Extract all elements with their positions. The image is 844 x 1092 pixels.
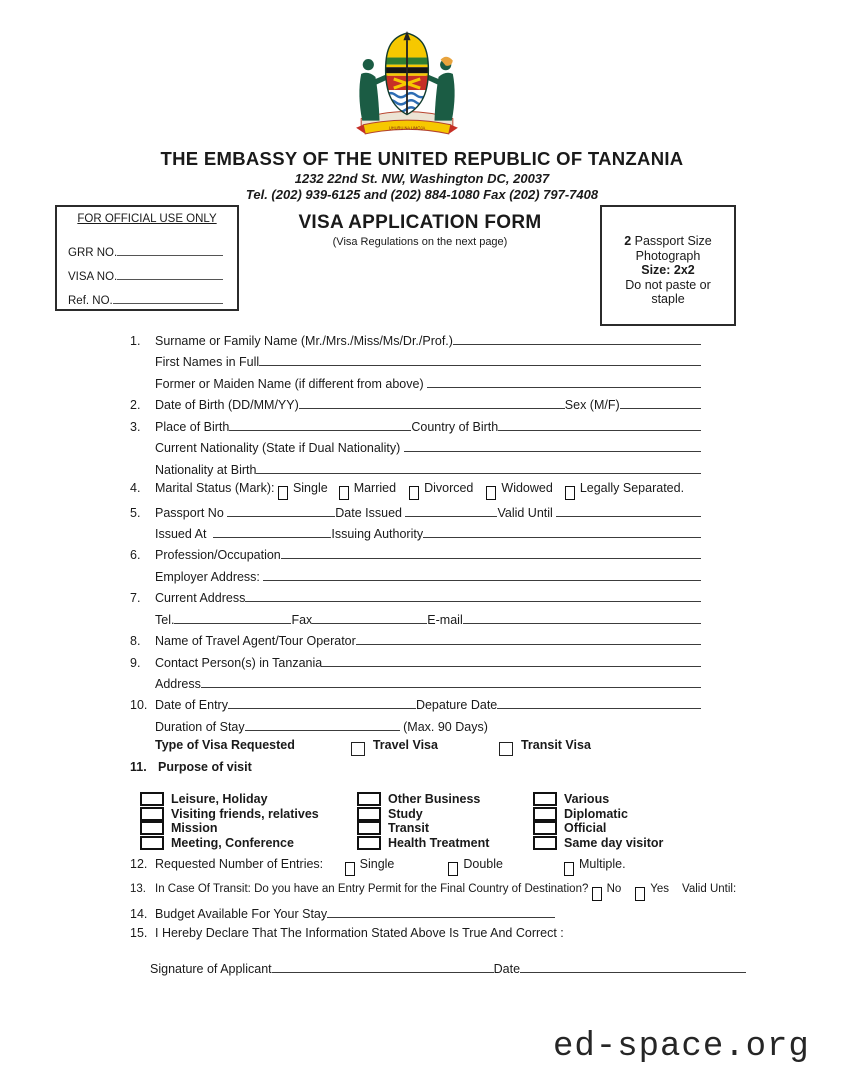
duration-label: Duration of Stay <box>155 719 245 734</box>
profession-label: Profession/Occupation <box>155 548 281 563</box>
first-names-input-line[interactable] <box>259 352 701 366</box>
checkbox-meeting-conference[interactable] <box>140 836 164 850</box>
field-first-names <box>130 352 746 373</box>
form-subtitle: (Visa Regulations on the next page) <box>332 236 508 248</box>
current-address-input-line[interactable] <box>245 588 701 602</box>
date-of-entry-label: Date of Entry <box>155 698 228 713</box>
dob-label: Date of Birth (DD/MM/YY) <box>155 398 299 413</box>
purpose-item <box>533 821 663 836</box>
item-number: 6. <box>130 548 141 563</box>
embassy-address: 1232 22nd St. NW, Washington DC, 20037 <box>294 171 550 186</box>
item-number: 1. <box>130 334 141 348</box>
purpose-item <box>140 807 319 822</box>
place-of-birth-label: Place of Birth <box>155 419 230 434</box>
tanzania-coat-of-arms-icon <box>351 31 463 137</box>
field-marital-status <box>130 481 746 502</box>
travel-agent-input-line[interactable] <box>356 631 701 645</box>
checkbox-same-day-visitor[interactable] <box>533 836 557 850</box>
purpose-label: Other Business <box>388 792 481 807</box>
purpose-item <box>357 821 489 836</box>
entries-multiple-label: Multiple. <box>579 857 626 872</box>
married-label: Married <box>353 481 397 496</box>
purpose-item <box>140 836 319 851</box>
first-names-label: First Names in Full <box>155 355 260 370</box>
passport-no-label: Passport No <box>155 505 228 520</box>
permit-yes-label: Yes <box>650 882 670 895</box>
checkbox-mission[interactable] <box>140 821 164 835</box>
purpose-item <box>357 807 489 822</box>
field-date-of-birth <box>130 395 746 416</box>
current-address-label: Current Address <box>155 591 246 606</box>
item-number: 14. <box>130 907 148 922</box>
legally-separated-label: Legally Separated. <box>579 481 685 496</box>
dob-input-line[interactable] <box>299 395 565 409</box>
visa-no-field <box>68 267 223 283</box>
valid-until-input-line[interactable] <box>556 503 701 517</box>
field-travel-agent <box>130 631 746 652</box>
entries-single-label: Single <box>359 857 395 872</box>
fax-input-line[interactable] <box>312 610 427 624</box>
emblem-motto: UHURU NA UMOJA <box>388 125 426 131</box>
purpose-item <box>357 836 489 851</box>
passport-no-input-line[interactable] <box>227 503 335 517</box>
photo-box-size: Size: 2x2 <box>641 263 695 277</box>
date-label: Date <box>493 961 521 976</box>
purpose-column-2 <box>357 792 489 850</box>
purpose-item <box>533 836 663 851</box>
travel-visa-label: Travel Visa <box>372 738 438 753</box>
checkbox-single[interactable] <box>278 486 288 500</box>
sex-input-line[interactable] <box>620 395 701 409</box>
checkbox-permit-no[interactable] <box>592 887 602 901</box>
fax-label: Fax <box>291 612 313 627</box>
photo-box-line1: 2 Passport Size <box>624 234 712 248</box>
field-number-of-entries <box>130 857 746 878</box>
transit-permit-label: In Case Of Transit: Do you have an Entry Permit for the Final Country of Destination? <box>155 882 592 895</box>
permit-no-label: No <box>606 882 622 895</box>
checkbox-married[interactable] <box>339 486 349 500</box>
employer-address-input-line[interactable] <box>263 567 701 581</box>
visa-no-input-line[interactable] <box>117 267 223 280</box>
item-number: 10. <box>130 698 148 713</box>
valid-until-label: Valid Until <box>497 505 557 520</box>
contact-address-input-line[interactable] <box>201 674 701 688</box>
item-number: 13. <box>130 882 146 895</box>
photo-box-note1: Do not paste or <box>625 277 711 292</box>
ref-no-input-line[interactable] <box>113 291 223 304</box>
official-use-box <box>55 205 239 311</box>
entries-double-label: Double <box>463 857 503 872</box>
checkbox-entries-double[interactable] <box>448 862 458 876</box>
declaration-label: I Hereby Declare That The Information Stated Above Is True And Correct : <box>155 925 564 940</box>
item-number: 15. <box>130 925 148 940</box>
embassy-title: THE EMBASSY OF THE UNITED REPUBLIC OF TANZANIA <box>160 148 684 169</box>
purpose-item <box>533 792 663 807</box>
purpose-label: Meeting, Conference <box>171 836 294 851</box>
contact-address-label: Address <box>155 677 201 691</box>
official-use-title: FOR OFFICIAL USE ONLY <box>77 213 217 225</box>
current-nationality-label: Current Nationality (State if Dual Nationality) <box>155 441 404 456</box>
current-nationality-input-line[interactable] <box>404 438 701 452</box>
issued-at-label: Issued At <box>155 526 214 541</box>
date-of-entry-input-line[interactable] <box>228 695 416 709</box>
nationality-at-birth-input-line[interactable] <box>256 460 701 474</box>
field-profession <box>130 545 746 566</box>
field-declaration <box>130 926 746 947</box>
purpose-label: Transit <box>388 821 429 836</box>
field-budget <box>130 904 746 925</box>
checkbox-entries-single[interactable] <box>345 862 355 876</box>
signature-date-input-line[interactable] <box>520 959 746 973</box>
former-name-input-line[interactable] <box>427 374 701 388</box>
photo-box <box>600 205 736 326</box>
field-purpose-of-visit <box>130 760 746 781</box>
letterhead <box>0 148 844 202</box>
permit-valid-until-label: Valid Until: <box>682 882 737 895</box>
checkbox-transit-visa[interactable] <box>499 742 513 756</box>
purpose-label: Various <box>564 792 610 807</box>
contact-person-input-line[interactable] <box>322 653 701 667</box>
field-contact-address <box>130 674 746 695</box>
checkbox-various[interactable] <box>533 792 557 806</box>
field-former-name <box>130 374 746 395</box>
visa-no-label: VISA NO. <box>68 271 118 283</box>
item-number: 7. <box>130 591 141 606</box>
purpose-item <box>533 807 663 822</box>
travel-agent-label: Name of Travel Agent/Tour Operator <box>155 634 356 649</box>
purpose-label: Study <box>388 806 423 821</box>
checkbox-other-business[interactable] <box>357 792 381 806</box>
field-nationality-at-birth <box>130 460 746 481</box>
item-number: 11. <box>130 759 147 774</box>
purpose-label: Official <box>564 821 607 836</box>
purpose-column-3 <box>533 792 663 850</box>
purpose-label: Health Treatment <box>388 836 490 851</box>
tel-input-line[interactable] <box>174 610 291 624</box>
field-contact-numbers <box>130 610 746 631</box>
purpose-label: Visiting friends, relatives <box>171 806 319 821</box>
purpose-of-visit-label: Purpose of visit <box>158 759 252 774</box>
purpose-label: Diplomatic <box>564 806 628 821</box>
place-of-birth-input-line[interactable] <box>229 417 411 431</box>
item-number: 9. <box>130 655 141 670</box>
checkbox-entries-multiple[interactable] <box>564 862 574 876</box>
field-contact-person <box>130 653 746 674</box>
photo-box-line2: Photograph <box>635 248 701 263</box>
item-number: 3. <box>130 419 141 434</box>
checkbox-diplomatic[interactable] <box>533 807 557 821</box>
checkbox-official[interactable] <box>533 821 557 835</box>
field-passport-issue <box>130 524 746 545</box>
visa-type-label: Type of Visa Requested <box>155 738 295 753</box>
purpose-label: Same day visitor <box>564 836 664 851</box>
purpose-item <box>357 792 489 807</box>
item-number: 12. <box>130 857 148 872</box>
ref-no-label: Ref. NO. <box>68 295 113 307</box>
grr-no-field <box>68 243 223 259</box>
profession-input-line[interactable] <box>281 545 701 559</box>
checkbox-health-treatment[interactable] <box>357 836 381 850</box>
purpose-item <box>140 821 319 836</box>
surname-label: Surname or Family Name (Mr./Mrs./Miss/Ms/Dr./Prof.) <box>155 334 453 348</box>
field-visa-type <box>130 738 746 759</box>
max-stay-label: (Max. 90 Days) <box>399 719 488 734</box>
entries-label: Requested Number of Entries: <box>155 857 327 872</box>
field-transit-permit <box>130 883 746 904</box>
contact-person-label: Contact Person(s) in Tanzania <box>155 655 323 670</box>
purpose-label: Mission <box>171 821 218 836</box>
budget-label: Budget Available For Your Stay <box>155 907 328 922</box>
marital-status-label: Marital Status (Mark): <box>155 481 278 496</box>
field-passport <box>130 503 746 524</box>
purpose-label: Leisure, Holiday <box>171 792 268 807</box>
item-number: 5. <box>130 505 141 520</box>
transit-visa-label: Transit Visa <box>520 738 591 753</box>
checkbox-travel-visa[interactable] <box>351 742 365 756</box>
checkbox-legally-separated[interactable] <box>565 486 575 500</box>
form-body <box>130 331 746 980</box>
checkbox-leisure-holiday[interactable] <box>140 792 164 806</box>
former-name-label: Former or Maiden Name (if different from above) <box>155 376 428 391</box>
checkbox-transit[interactable] <box>357 821 381 835</box>
issuing-authority-input-line[interactable] <box>423 524 701 538</box>
departure-date-input-line[interactable] <box>497 695 701 709</box>
divorced-label: Divorced <box>424 481 474 496</box>
item-number: 2. <box>130 398 141 413</box>
field-signature <box>130 959 746 980</box>
field-current-nationality <box>130 438 746 459</box>
widowed-label: Widowed <box>501 481 553 496</box>
item-number: 4. <box>130 481 141 496</box>
email-input-line[interactable] <box>463 610 701 624</box>
form-title-block <box>255 212 585 248</box>
field-employer-address <box>130 567 746 588</box>
checkbox-divorced[interactable] <box>409 486 419 500</box>
country-of-birth-label: Country of Birth <box>411 419 499 434</box>
field-surname <box>130 331 746 352</box>
signature-label: Signature of Applicant <box>150 961 272 976</box>
purpose-item <box>140 792 319 807</box>
checkbox-visiting-friends[interactable] <box>140 807 164 821</box>
signature-input-line[interactable] <box>272 959 494 973</box>
embassy-phone: Tel. (202) 939-6125 and (202) 884-1080 Fax (202) 797-7408 <box>245 187 599 202</box>
sex-label: Sex (M/F) <box>564 398 620 413</box>
purpose-column-1 <box>140 792 319 850</box>
purpose-checkbox-grid <box>140 792 800 852</box>
email-label: E-mail <box>427 612 463 627</box>
duration-input-line[interactable] <box>245 717 400 731</box>
issued-at-input-line[interactable] <box>213 524 331 538</box>
tel-label: Tel. <box>155 612 175 627</box>
ref-no-field <box>68 291 223 307</box>
employer-address-label: Employer Address: <box>155 569 264 584</box>
field-place-of-birth <box>130 417 746 438</box>
budget-input-line[interactable] <box>327 904 555 918</box>
checkbox-study[interactable] <box>357 807 381 821</box>
checkbox-permit-yes[interactable] <box>635 887 645 901</box>
issuing-authority-label: Issuing Authority <box>331 526 424 541</box>
form-title: VISA APPLICATION FORM <box>298 212 542 233</box>
surname-input-line[interactable] <box>453 331 701 345</box>
watermark: ed-space.org <box>553 1028 810 1066</box>
departure-date-label: Depature Date <box>415 698 498 713</box>
grr-no-input-line[interactable] <box>117 243 223 256</box>
single-label: Single <box>292 481 328 496</box>
grr-no-label: GRR NO. <box>68 247 118 259</box>
field-entry-dates <box>130 695 746 716</box>
country-of-birth-input-line[interactable] <box>498 417 701 431</box>
nationality-at-birth-label: Nationality at Birth <box>155 462 257 477</box>
field-current-address <box>130 588 746 609</box>
checkbox-widowed[interactable] <box>486 486 496 500</box>
date-issued-input-line[interactable] <box>405 503 497 517</box>
date-issued-label: Date Issued <box>335 505 406 520</box>
photo-box-note2: staple <box>651 292 685 306</box>
item-number: 8. <box>130 634 141 649</box>
field-duration-of-stay <box>130 717 746 738</box>
